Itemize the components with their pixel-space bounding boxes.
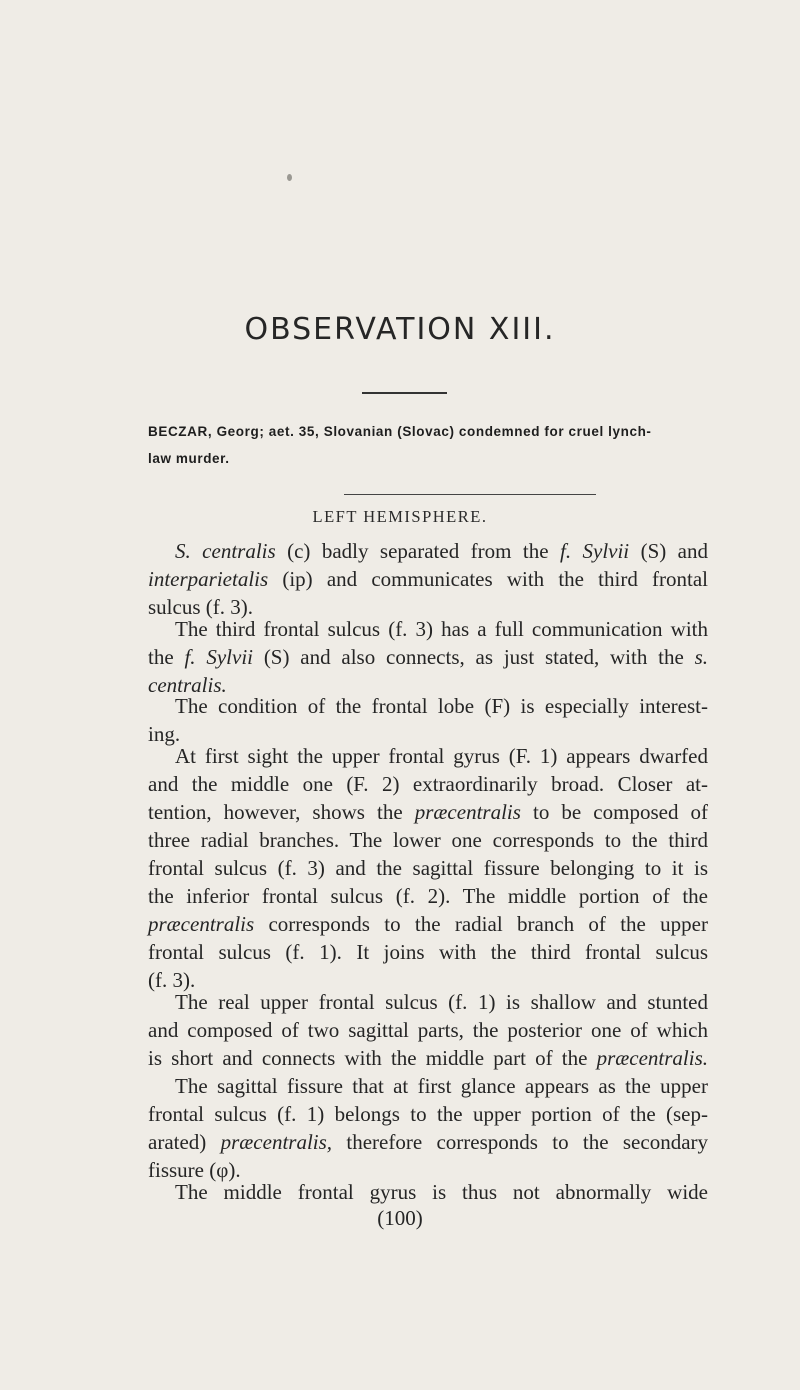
text-line: centralis. xyxy=(148,673,227,697)
text-line: frontal sulcus (f. 1) belongs to the upper portion of the (sep- xyxy=(148,1102,708,1126)
text-line: fissure (φ). xyxy=(148,1158,241,1182)
text-line: arated) præcentralis, therefore corresponds to the secondary xyxy=(148,1130,709,1154)
text-line: the f. Sylvii (S) and also connects, as just stated, with the s. xyxy=(148,645,709,669)
text-line: tention, however, shows the præcentralis to be composed of xyxy=(148,800,709,824)
subject-rule xyxy=(344,494,596,495)
text-line: and composed of two sagittal parts, the posterior one of which xyxy=(148,1018,708,1042)
text-line: and the middle one (F. 2) extraordinarily broad. Closer at- xyxy=(148,772,708,796)
text-line: The condition of the frontal lobe (F) is especially interest- xyxy=(175,694,708,718)
subject-details-line2: law murder. xyxy=(148,451,230,466)
text-line: The sagittal fissure that at first glance appears as the upper xyxy=(175,1074,708,1098)
text-line: frontal sulcus (f. 3) and the sagittal fissure belonging to it is xyxy=(148,856,708,880)
ink-speck xyxy=(287,174,292,181)
subject-details: aet. 35, Slovanian (Slovac) condemned for cruel lynch- xyxy=(268,424,652,439)
text-line: The real upper frontal sulcus (f. 1) is shallow and stunted xyxy=(175,990,708,1014)
text-line: interparietalis (ip) and communicates with the third frontal xyxy=(148,567,708,591)
text-line: (f. 3). xyxy=(148,968,196,992)
text-line: At first sight the upper frontal gyrus (F. 1) appears dwarfed xyxy=(175,744,708,768)
section-heading: LEFT HEMISPHERE. xyxy=(312,507,488,526)
page-title: OBSERVATION XIII. xyxy=(244,312,556,347)
text-line: the inferior frontal sulcus (f. 2). The middle portion of the xyxy=(148,884,708,908)
text-line: is short and connects with the middle part of the præcentralis. xyxy=(148,1046,708,1070)
text-line: frontal sulcus (f. 1). It joins with the third frontal sulcus xyxy=(148,940,708,964)
title-rule xyxy=(362,392,447,394)
page-number: (100) xyxy=(377,1206,423,1230)
text-line: ing. xyxy=(148,722,181,746)
subject-given-name: Georg; xyxy=(216,424,265,439)
text-line: præcentralis corresponds to the radial branch of the upper xyxy=(148,912,708,936)
text-line: three radial branches. The lower one corresponds to the third xyxy=(148,828,708,852)
text-line: sulcus (f. 3). xyxy=(148,595,253,619)
text-line: The middle frontal gyrus is thus not abnormally wide xyxy=(175,1180,708,1204)
text-line: The third frontal sulcus (f. 3) has a full communication with xyxy=(175,617,708,641)
text-line: S. centralis (c) badly separated from the f. Sylvii (S) and xyxy=(175,539,709,563)
subject-description xyxy=(148,424,708,466)
subject-surname: BECZAR, xyxy=(148,424,213,439)
